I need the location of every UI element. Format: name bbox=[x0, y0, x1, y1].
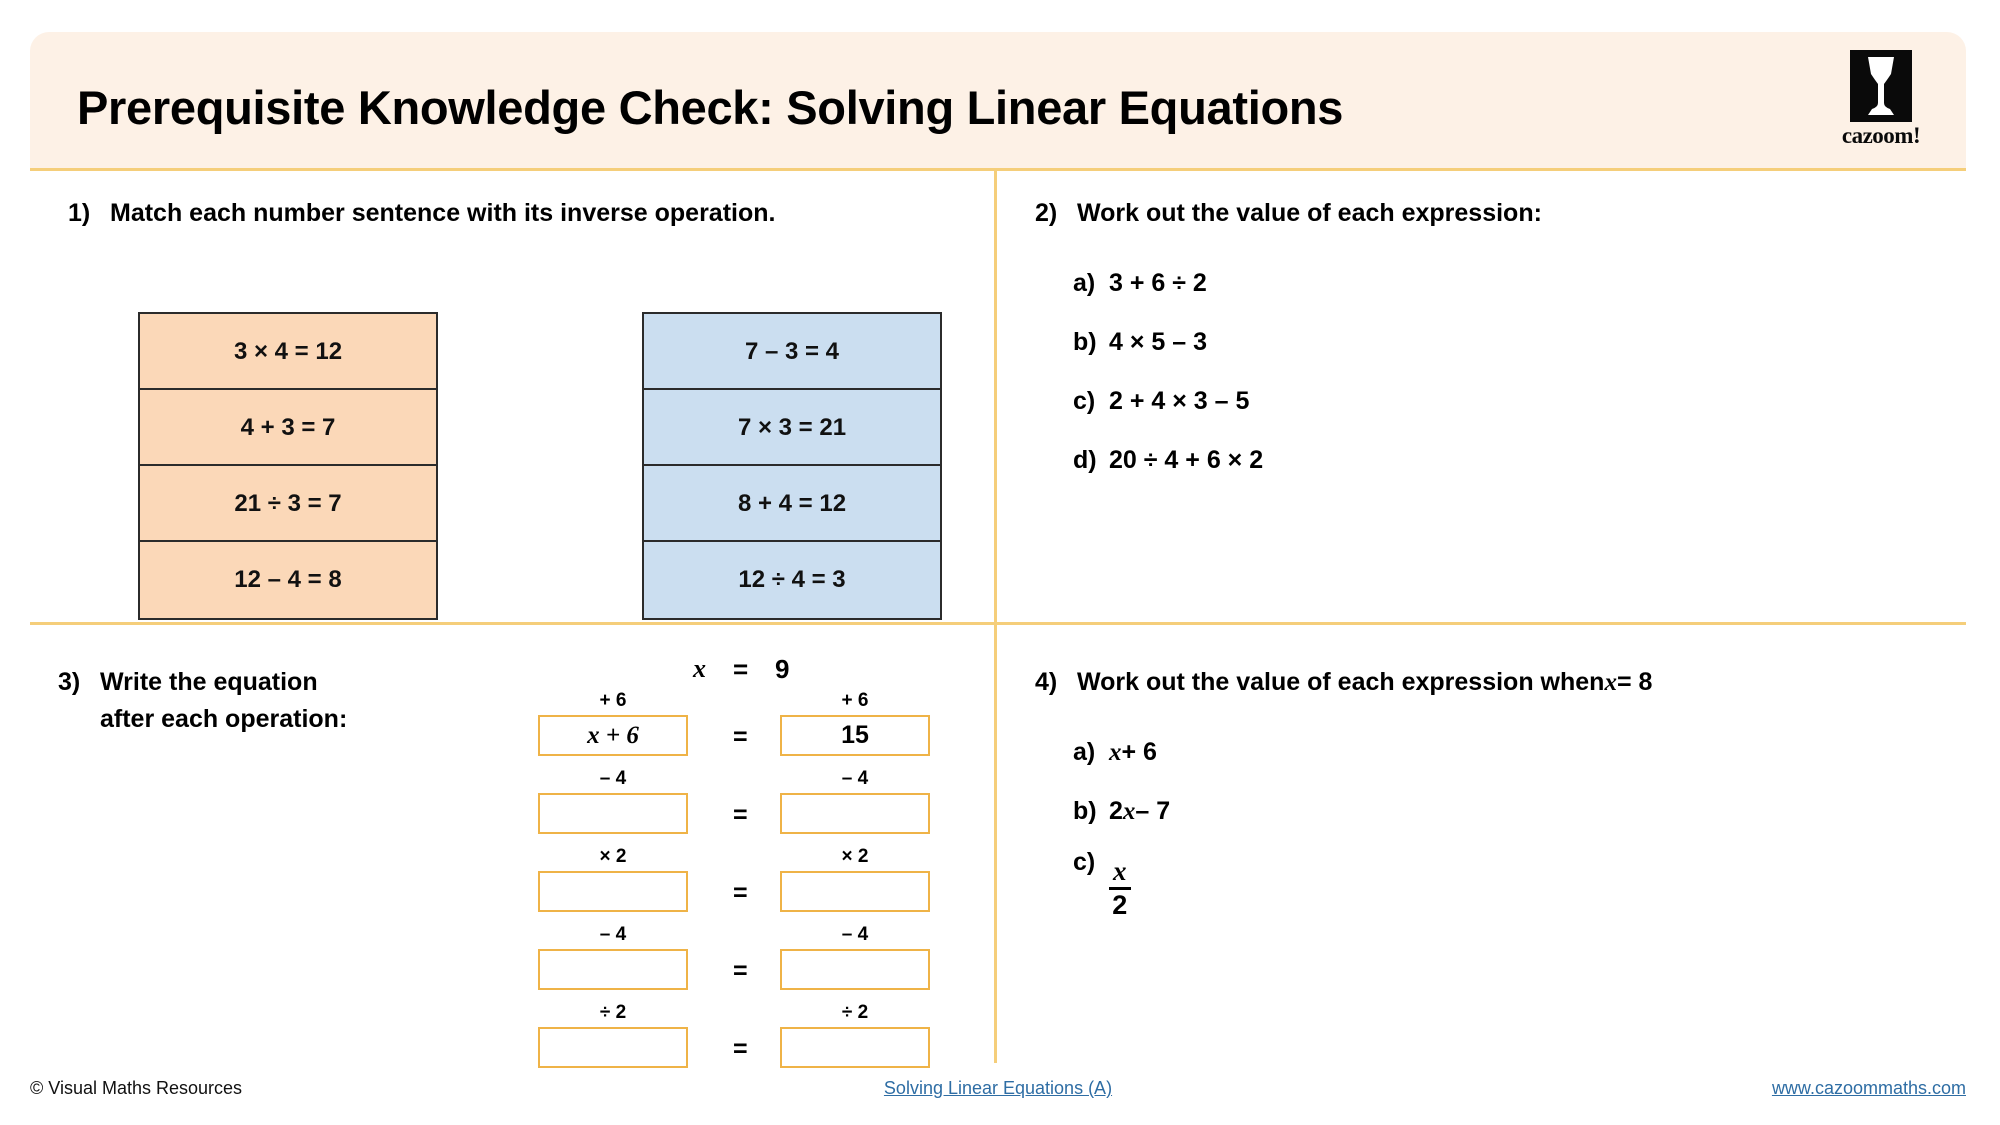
operation-tag-left: – 4 bbox=[599, 768, 627, 789]
item-label-a: a) bbox=[1073, 738, 1096, 766]
match-item-right[interactable]: 8 + 4 = 12 bbox=[644, 466, 940, 542]
worksheet-header bbox=[30, 32, 1966, 171]
ladder-row bbox=[530, 768, 950, 846]
operation-tag-left: – 4 bbox=[599, 924, 627, 945]
answer-box-right[interactable] bbox=[780, 949, 930, 990]
match-column-left bbox=[138, 312, 438, 620]
question-4-prompt-before: Work out the value of each expression when bbox=[1077, 668, 1605, 696]
question-2-item-d bbox=[1073, 446, 1263, 475]
cazoom-vase-logo-icon bbox=[1850, 50, 1912, 122]
match-item-left[interactable]: 12 – 4 = 8 bbox=[140, 542, 436, 618]
question-4-number: 4) bbox=[1035, 668, 1058, 696]
question-2-panel bbox=[997, 171, 1963, 622]
ladder-row bbox=[530, 690, 950, 768]
answer-box-left[interactable] bbox=[538, 949, 688, 990]
item-expression-a-variable: x bbox=[1109, 739, 1122, 766]
answer-box-right[interactable] bbox=[780, 871, 930, 912]
fraction-numerator: x bbox=[1113, 856, 1127, 886]
answer-box-left[interactable] bbox=[538, 871, 688, 912]
question-3-prompt-line1: Write the equation bbox=[100, 668, 318, 696]
question-1-panel bbox=[30, 171, 994, 622]
question-2-heading bbox=[1035, 199, 1542, 228]
start-equals: = bbox=[733, 654, 749, 684]
answer-box-left[interactable] bbox=[538, 793, 688, 834]
question-2-prompt: Work out the value of each expression: bbox=[1077, 199, 1542, 227]
item-expression-b-rest: – 7 bbox=[1135, 797, 1171, 825]
question-1-heading bbox=[68, 199, 775, 228]
answer-box-right[interactable] bbox=[780, 1027, 930, 1068]
fraction-denominator: 2 bbox=[1112, 890, 1128, 920]
operation-tag-left: × 2 bbox=[599, 846, 627, 867]
question-3-panel bbox=[30, 625, 994, 1063]
question-4-items bbox=[1073, 738, 1171, 920]
answer-box-right[interactable] bbox=[780, 793, 930, 834]
question-4-item-b bbox=[1073, 797, 1170, 826]
match-column-right bbox=[642, 312, 942, 620]
match-item-left[interactable]: 21 ÷ 3 = 7 bbox=[140, 466, 436, 542]
ladder-equals-sign: = bbox=[733, 879, 748, 907]
match-item-left[interactable]: 4 + 3 = 7 bbox=[140, 390, 436, 466]
match-item-right[interactable]: 12 ÷ 4 = 3 bbox=[644, 542, 940, 618]
copyright-text: © Visual Maths Resources bbox=[30, 1078, 243, 1098]
match-item-right[interactable]: 7 × 3 = 21 bbox=[644, 390, 940, 466]
answer-box-left[interactable] bbox=[538, 1027, 688, 1068]
ladder-equals-sign: = bbox=[733, 723, 748, 751]
operation-tag-right: – 4 bbox=[841, 924, 869, 945]
match-item-right[interactable]: 7 – 3 = 4 bbox=[644, 314, 940, 390]
item-label-c: c) bbox=[1073, 848, 1096, 876]
question-1-number: 1) bbox=[68, 199, 91, 227]
item-label-d: d) bbox=[1073, 446, 1097, 474]
item-expression-d: 20 ÷ 4 + 6 × 2 bbox=[1109, 446, 1264, 474]
worksheet-title-link[interactable]: Solving Linear Equations (A) bbox=[883, 1078, 1113, 1098]
ladder-start-equation bbox=[530, 654, 950, 690]
item-label-b: b) bbox=[1073, 797, 1097, 825]
ladder-equals-sign: = bbox=[733, 957, 748, 985]
question-4-item-a bbox=[1073, 738, 1170, 767]
worksheet-page bbox=[30, 32, 1966, 1066]
question-4-panel bbox=[997, 625, 1963, 1063]
question-4-prompt-variable: x bbox=[1604, 669, 1617, 696]
ladder-equals-sign: = bbox=[733, 1035, 748, 1063]
item-expression-b: 4 × 5 – 3 bbox=[1109, 328, 1207, 356]
item-expression-a: 3 + 6 ÷ 2 bbox=[1109, 269, 1207, 297]
question-4-prompt-after: = 8 bbox=[1616, 668, 1653, 696]
operation-tag-right: + 6 bbox=[841, 690, 869, 711]
item-expression-a-rest: + 6 bbox=[1121, 738, 1157, 766]
item-expression-b-variable: x bbox=[1122, 798, 1136, 825]
question-2-item-c bbox=[1073, 387, 1263, 416]
page-footer bbox=[30, 1078, 1966, 1112]
answer-box-left[interactable] bbox=[538, 715, 688, 756]
answer-box-right[interactable]: 15 bbox=[780, 715, 930, 756]
page-title: Prerequisite Knowledge Check: Solving Linear Equations bbox=[77, 81, 1344, 134]
item-label-b: b) bbox=[1073, 328, 1097, 356]
ladder-row bbox=[530, 846, 950, 924]
question-4-item-c bbox=[1073, 848, 1170, 920]
question-3-prompt-line2: after each operation: bbox=[100, 705, 348, 733]
item-expression-c: 2 + 4 × 3 – 5 bbox=[1109, 387, 1250, 415]
cazoom-logo bbox=[1826, 50, 1936, 155]
question-2-item-a bbox=[1073, 269, 1263, 298]
equation-ladder bbox=[530, 654, 950, 1080]
item-label-a: a) bbox=[1073, 269, 1096, 297]
match-item-left[interactable]: 3 × 4 = 12 bbox=[140, 314, 436, 390]
ladder-equals-sign: = bbox=[733, 801, 748, 829]
operation-tag-right: ÷ 2 bbox=[841, 1002, 869, 1023]
start-value: 9 bbox=[775, 654, 790, 684]
item-expression-b-coefficient: 2 bbox=[1109, 797, 1123, 825]
question-3-heading bbox=[58, 668, 347, 734]
answer-box-left-value: x + 6 bbox=[587, 722, 639, 749]
question-4-heading bbox=[1035, 668, 1652, 697]
question-3-number: 3) bbox=[58, 668, 81, 696]
question-1-prompt: Match each number sentence with its inverse operation. bbox=[110, 199, 776, 227]
item-label-c: c) bbox=[1073, 387, 1096, 415]
start-variable: x bbox=[693, 654, 706, 683]
question-2-number: 2) bbox=[1035, 199, 1058, 227]
operation-tag-right: – 4 bbox=[841, 768, 869, 789]
operation-tag-left: ÷ 2 bbox=[599, 1002, 627, 1023]
operation-tag-left: + 6 bbox=[599, 690, 627, 711]
fraction-x-over-2 bbox=[1109, 858, 1131, 919]
operation-tag-right: × 2 bbox=[841, 846, 869, 867]
ladder-row bbox=[530, 1002, 950, 1080]
website-link[interactable]: www.cazoommaths.com bbox=[1771, 1078, 1966, 1098]
question-2-items bbox=[1073, 269, 1263, 475]
question-2-item-b bbox=[1073, 328, 1263, 357]
ladder-row bbox=[530, 924, 950, 1002]
cazoom-logo-text: cazoom! bbox=[1841, 123, 1921, 148]
